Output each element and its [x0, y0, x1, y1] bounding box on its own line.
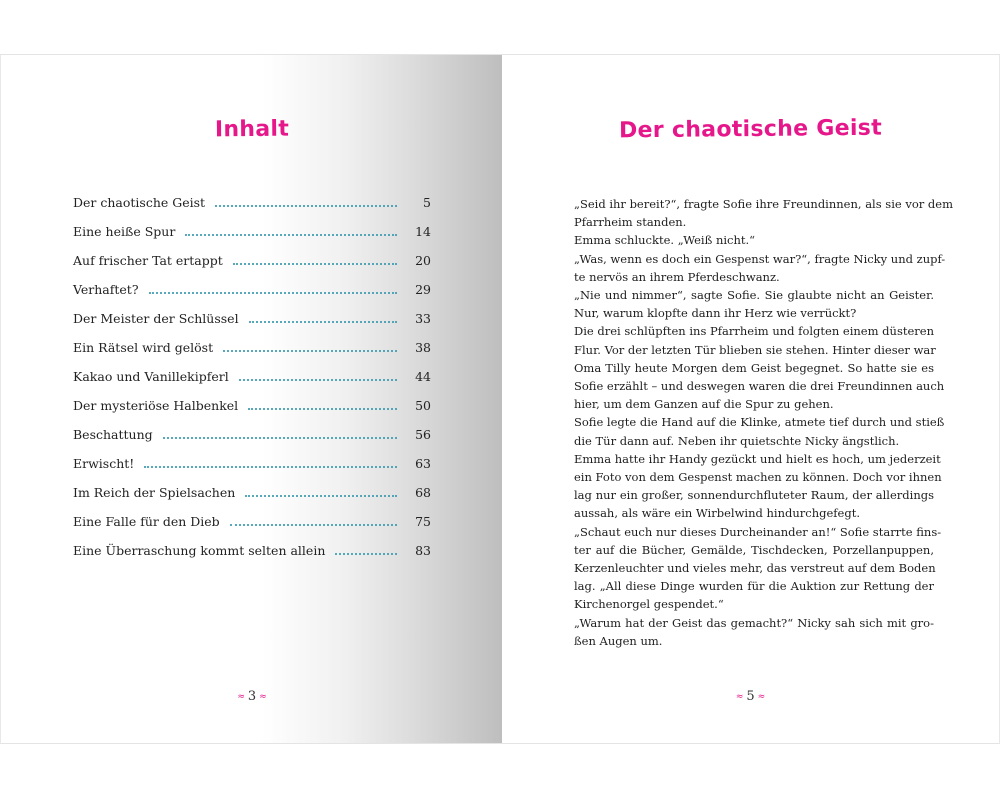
- toc-entry-page: 83: [415, 543, 431, 558]
- toc-entry-page: 75: [415, 514, 431, 529]
- text-line: Emma hatte ihr Handy gezückt und hielt es hoch, um jederzeit: [574, 451, 941, 466]
- toc-leader-dots: [245, 494, 397, 497]
- chapter-body-text: [574, 195, 953, 650]
- toc-entry: [73, 391, 431, 420]
- text-line: ter auf die Bücher, Gemälde, Tischdecken, Porzellanpuppen,: [574, 542, 934, 557]
- toc-entry-page: 5: [423, 195, 431, 210]
- chapter-heading: Der chaotische Geist: [618, 115, 883, 144]
- text-line: „Was, wenn es doch ein Gespenst war?“, fragte Nicky und zupf-: [574, 251, 946, 266]
- text-line: lag nur ein großer, sonnendurchfluteter Raum, der allerdings: [574, 488, 934, 503]
- toc-leader-dots: [239, 378, 397, 381]
- right-page-number-value: 5: [746, 689, 755, 704]
- toc-entry-title: Beschattung: [73, 427, 153, 442]
- toc-entry: [73, 275, 431, 304]
- text-line: te nervös an ihrem Pferdeschwanz.: [574, 269, 780, 284]
- toc-entry-page: 50: [415, 398, 431, 413]
- toc-leader-dots: [215, 204, 397, 207]
- text-line: aussah, als wäre ein Wirbelwind hindurchgefegt.: [574, 506, 860, 521]
- toc-entry-page: 68: [415, 485, 431, 500]
- text-line: „Schaut euch nur dieses Durcheinander an!“ Sofie starrte fins-: [574, 524, 942, 539]
- toc-entry: [73, 217, 431, 246]
- text-line: Flur. Vor der letzten Tür blieben sie stehen. Hinter dieser war: [574, 342, 936, 357]
- text-line: Sofie legte die Hand auf die Klinke, atmete tief durch und stieß: [574, 415, 945, 430]
- toc-entry-title: Eine heiße Spur: [73, 224, 176, 239]
- toc-entry-title: Auf frischer Tat ertappt: [73, 253, 223, 268]
- ornament-left-icon: ≈: [237, 692, 245, 702]
- table-of-contents: [73, 188, 431, 565]
- toc-entry: [73, 362, 431, 391]
- toc-entry-title: Im Reich der Spielsachen: [73, 485, 236, 500]
- toc-leader-dots: [233, 262, 397, 265]
- text-line: die Tür dann auf. Neben ihr quietschte Nicky ängstlich.: [574, 433, 900, 448]
- right-page: [502, 54, 1000, 744]
- toc-leader-dots: [249, 320, 397, 323]
- text-line: Pfarrheim standen.: [574, 215, 687, 230]
- toc-entry: [73, 188, 431, 217]
- toc-entry-page: 14: [415, 224, 431, 239]
- text-line: hier, um dem Ganzen auf die Spur zu gehen.: [574, 397, 834, 412]
- text-line: Die drei schlüpften ins Pfarrheim und folgten einem düsteren: [574, 324, 934, 339]
- text-line: Oma Tilly heute Morgen dem Geist begegnet. So hatte sie es: [574, 360, 934, 375]
- toc-entry-page: 63: [415, 456, 431, 471]
- left-page-number: [1, 689, 503, 704]
- toc-entry-page: 56: [415, 427, 431, 442]
- toc-entry: [73, 304, 431, 333]
- toc-leader-dots: [335, 552, 397, 555]
- ornament-left-icon: ≈: [735, 692, 744, 702]
- ornament-right-icon: ≈: [259, 692, 267, 702]
- toc-leader-dots: [149, 291, 397, 294]
- text-line: lag. „All diese Dinge wurden für die Auktion zur Rettung der: [574, 579, 934, 594]
- toc-entry-page: 38: [415, 340, 431, 355]
- text-line: Nur, warum klopfte dann ihr Herz wie verrückt?: [574, 306, 857, 321]
- toc-leader-dots: [185, 233, 397, 236]
- toc-entry: [73, 478, 431, 507]
- toc-entry-title: Kakao und Vanillekipferl: [73, 369, 229, 384]
- text-line: ßen Augen um.: [574, 633, 663, 648]
- toc-entry-title: Ein Rätsel wird gelöst: [73, 340, 214, 355]
- toc-leader-dots: [144, 465, 397, 468]
- text-line: Sofie erzählt – und deswegen waren die drei Freundinnen auch: [574, 379, 945, 394]
- toc-heading: Inhalt: [214, 116, 290, 143]
- text-line: ein Foto von dem Gespenst machen zu können. Doch vor ihnen: [574, 470, 942, 485]
- toc-leader-dots: [248, 407, 397, 410]
- toc-entry-title: Der chaotische Geist: [73, 195, 206, 210]
- text-line: Kerzenleuchter und vieles mehr, das verstreut auf dem Boden: [574, 561, 936, 576]
- toc-entry-page: 33: [415, 311, 431, 326]
- toc-entry-page: 44: [415, 369, 431, 384]
- left-page-number-value: 3: [247, 689, 257, 704]
- toc-entry-page: 29: [415, 282, 431, 297]
- toc-entry-title: Der Meister der Schlüssel: [73, 311, 239, 326]
- book-spread: [0, 54, 1000, 744]
- left-page: [0, 54, 502, 744]
- toc-entry-title: Verhaftet?: [73, 282, 139, 297]
- toc-leader-dots: [223, 349, 397, 352]
- toc-entry-title: Erwischt!: [73, 456, 135, 471]
- toc-entry: [73, 333, 431, 362]
- toc-entry: [73, 246, 431, 275]
- toc-entry-title: Eine Falle für den Dieb: [73, 514, 220, 529]
- toc-entry-title: Eine Überraschung kommt selten allein: [73, 543, 326, 558]
- toc-entry-page: 20: [415, 253, 431, 268]
- right-page-number: [502, 689, 999, 704]
- toc-entry: [73, 449, 431, 478]
- toc-leader-dots: [230, 523, 397, 526]
- toc-entry: [73, 536, 431, 565]
- toc-entry: [73, 420, 431, 449]
- text-line: Kirchenorgel gespendet.“: [574, 597, 724, 612]
- text-line: „Seid ihr bereit?“, fragte Sofie ihre Freundinnen, als sie vor dem: [574, 197, 953, 211]
- toc-leader-dots: [163, 436, 397, 439]
- text-line: „Warum hat der Geist das gemacht?“ Nicky sah sich mit gro-: [574, 615, 934, 630]
- toc-entry: [73, 507, 431, 536]
- text-line: „Nie und nimmer“, sagte Sofie. Sie glaubte nicht an Geister.: [574, 288, 934, 303]
- toc-entry-title: Der mysteriöse Halbenkel: [73, 398, 239, 413]
- text-line: Emma schluckte. „Weiß nicht.“: [574, 233, 756, 248]
- ornament-right-icon: ≈: [757, 692, 766, 702]
